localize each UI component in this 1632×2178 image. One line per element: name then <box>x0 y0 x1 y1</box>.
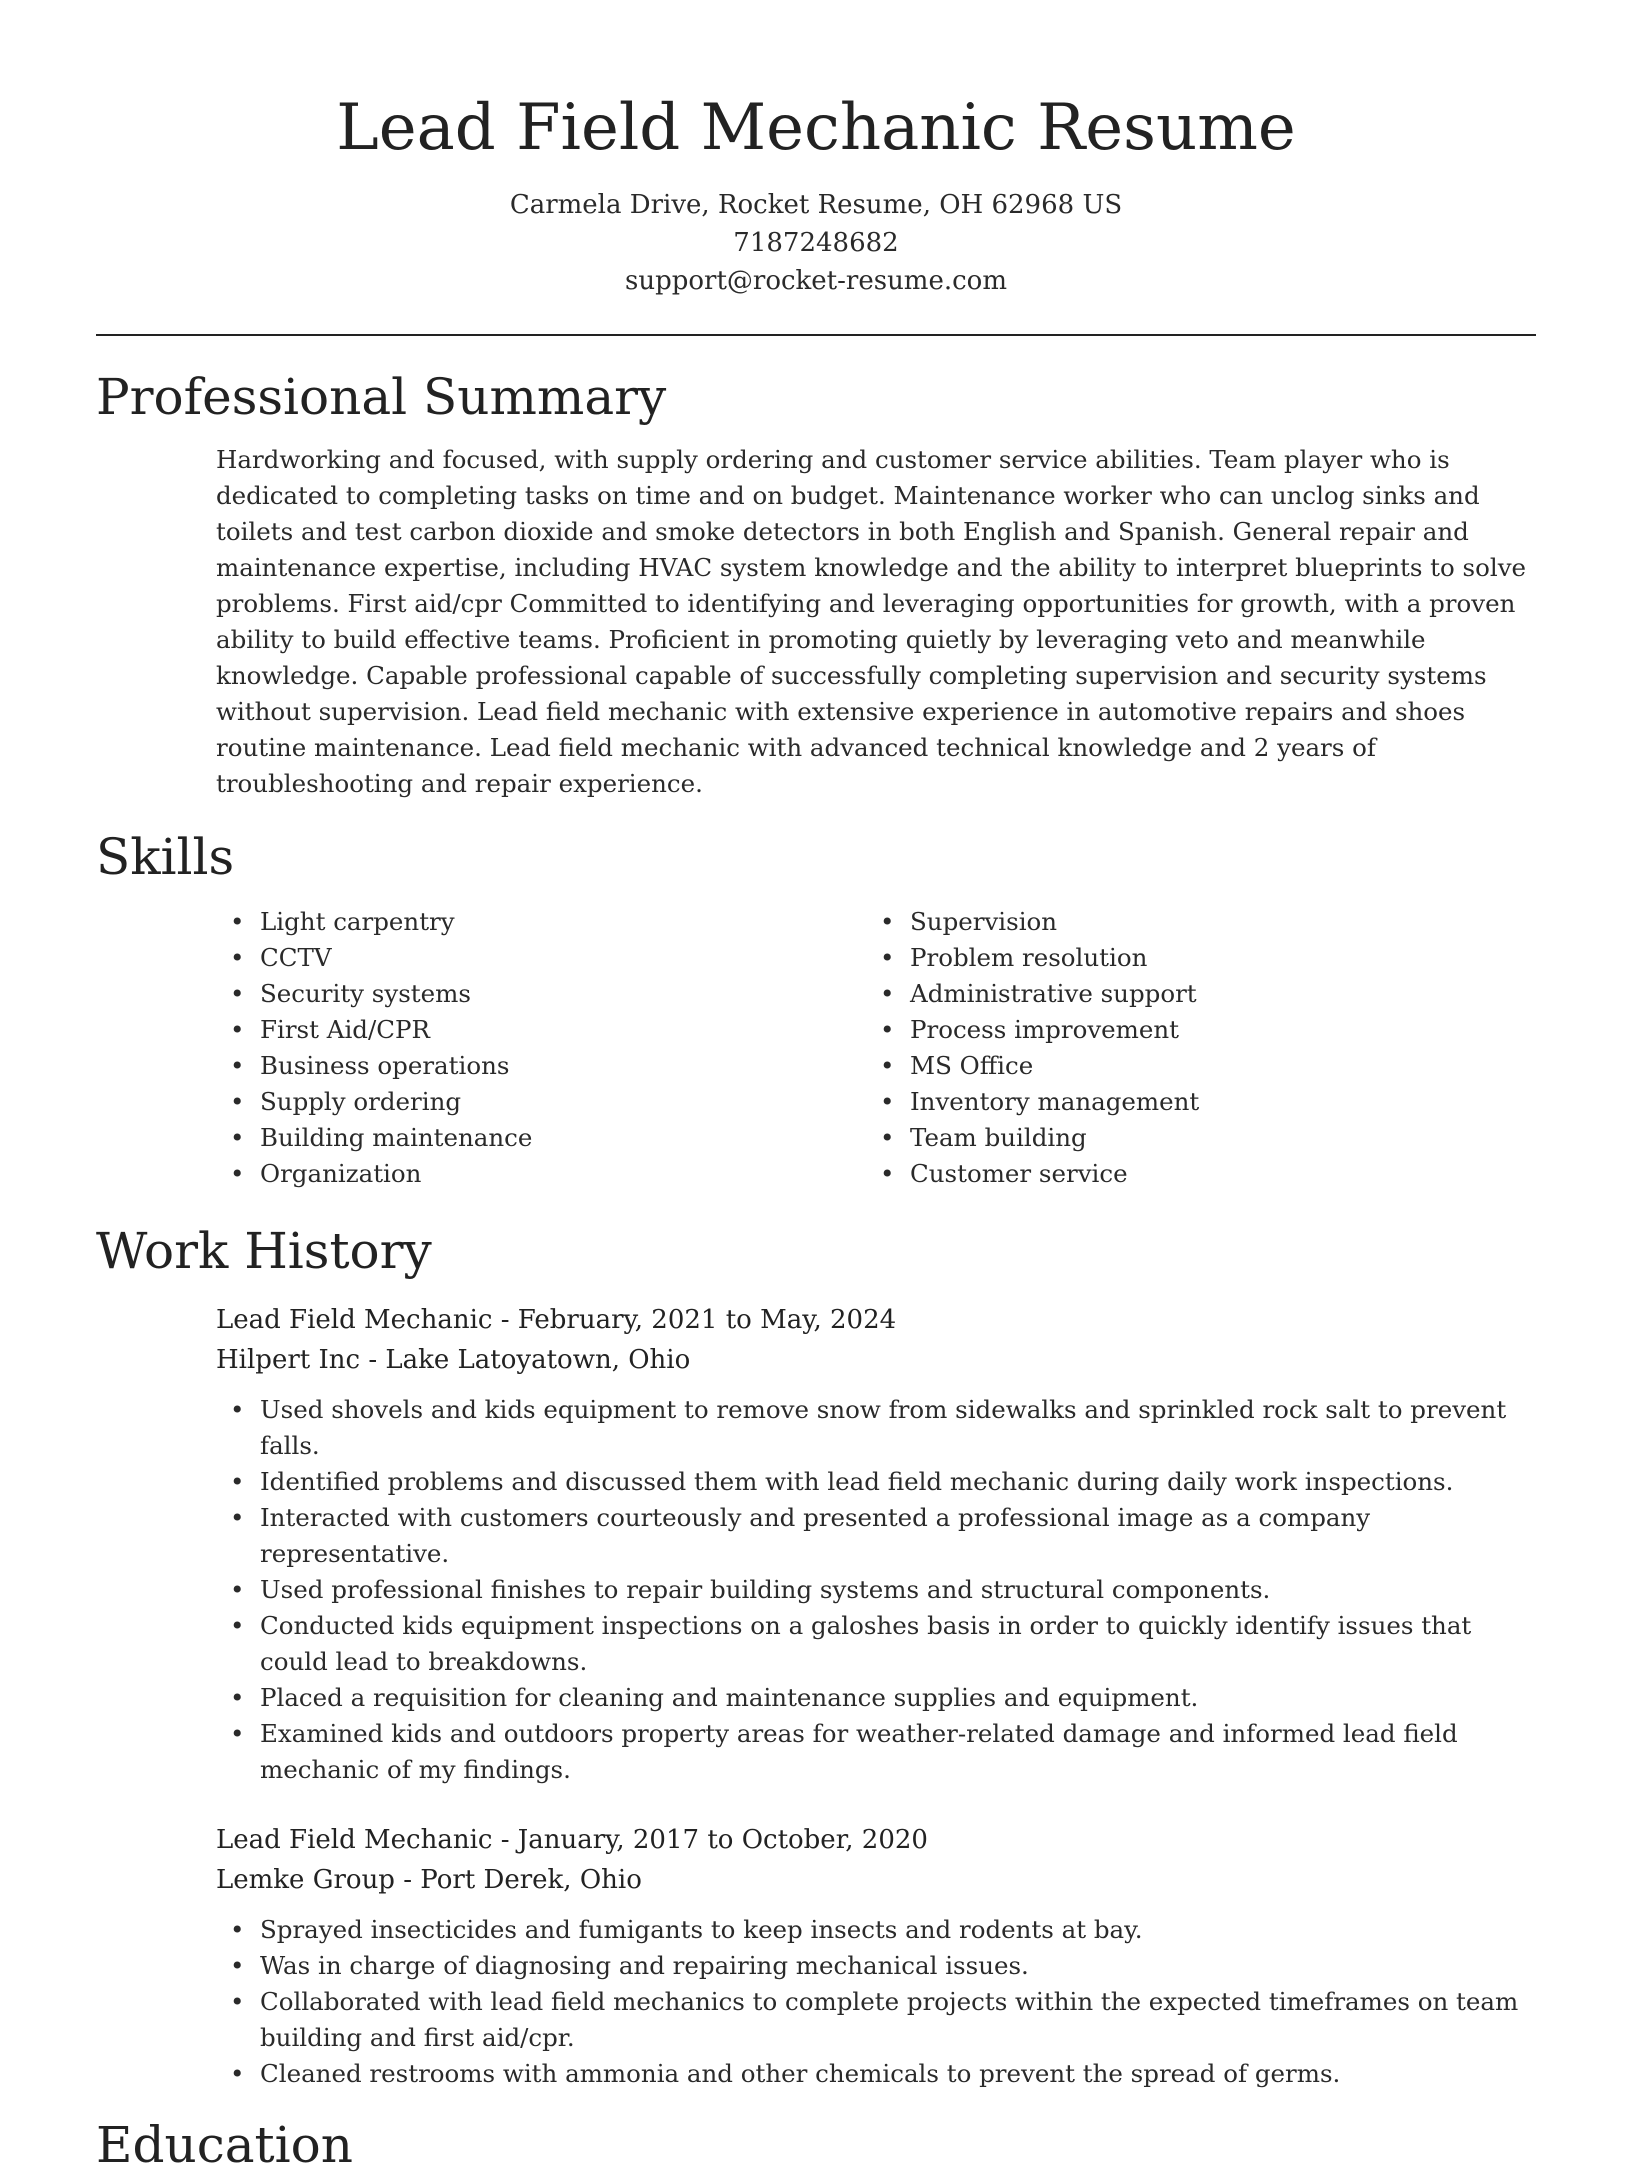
skill-item: • Building maintenance <box>216 1120 866 1156</box>
job-bullets <box>96 1912 1536 2092</box>
skill-item: • Organization <box>216 1156 866 1192</box>
job-bullet: • Conducted kids equipment inspections on a galoshes basis in order to quickly identify issues that could lead to breakdowns. <box>216 1608 1536 1680</box>
job-bullet: • Used shovels and kids equipment to remove snow from sidewalks and sprinkled rock salt to prevent falls. <box>216 1392 1536 1464</box>
skills-section <box>96 824 1536 1192</box>
work-heading: Work History <box>96 1222 432 1280</box>
job-bullets <box>96 1392 1536 1788</box>
education-heading: Education <box>96 2116 353 2174</box>
contact-phone: 7187248682 <box>733 228 899 258</box>
job-bullet: • Placed a requisition for cleaning and maintenance supplies and equipment. <box>216 1680 1536 1716</box>
job-bullet: • Identified problems and discussed them with lead field mechanic during daily work inspections. <box>216 1464 1536 1500</box>
job-entry <box>216 1820 1536 2092</box>
skills-columns <box>216 904 1536 1192</box>
contact-email: support@rocket-resume.com <box>624 266 1007 296</box>
skills-list-left <box>216 904 866 1192</box>
summary-text: Hardworking and focused, with supply ordering and customer service abilities. Team player who is dedicated to completing tasks on time and on budget. Maintenance worker who can unclog sinks and toilets and test carbon dioxide and smoke detectors in both English and Spanish. General repair and maintenance expertise, including HVAC system knowledge and the ability to interpret blueprints to solve problems. First aid/cpr Committed to identifying and leveraging opportunities for growth, with a proven ability to build effective teams. Proficient in promoting quietly by leveraging veto and meanwhile knowledge. Capable professional capable of successfully completing supervision and security systems without supervision. Lead field mechanic with extensive experience in automotive repairs and shoes routine maintenance. Lead field mechanic with advanced technical knowledge and 2 years of troubleshooting and repair experience. <box>216 445 1527 798</box>
contact-block <box>96 186 1536 300</box>
resume-page <box>96 0 1536 2178</box>
header-divider <box>96 334 1536 336</box>
skill-item: • Inventory management <box>866 1084 1516 1120</box>
job-company-line: Hilpert Inc - Lake Latoyatown, Ohio <box>216 1345 691 1375</box>
summary-heading: Professional Summary <box>96 368 667 426</box>
job-bullet: • Was in charge of diagnosing and repairing mechanical issues. <box>216 1948 1536 1984</box>
skill-item: • Process improvement <box>866 1012 1516 1048</box>
job-bullet: • Examined kids and outdoors property areas for weather-related damage and informed lead field mechanic of my findings. <box>216 1716 1536 1788</box>
job-title-line: Lead Field Mechanic - February, 2021 to May, 2024 <box>216 1305 897 1335</box>
job-entry <box>216 1300 1536 1788</box>
skill-item: • CCTV <box>216 940 866 976</box>
job-bullet: • Cleaned restrooms with ammonia and other chemicals to prevent the spread of germs. <box>216 2056 1536 2092</box>
job-title-line: Lead Field Mechanic - January, 2017 to October, 2020 <box>216 1825 928 1855</box>
skill-item: • Customer service <box>866 1156 1516 1192</box>
summary-section <box>96 364 1536 802</box>
skill-item: • Security systems <box>216 976 866 1012</box>
skill-item: • Administrative support <box>866 976 1516 1012</box>
skill-item: • Business operations <box>216 1048 866 1084</box>
skill-item: • Problem resolution <box>866 940 1516 976</box>
skill-item: • Supervision <box>866 904 1516 940</box>
skill-item: • Team building <box>866 1120 1516 1156</box>
skill-item: • Supply ordering <box>216 1084 866 1120</box>
education-section <box>96 2112 1536 2178</box>
job-company-line: Lemke Group - Port Derek, Ohio <box>216 1865 642 1895</box>
job-bullet: • Sprayed insecticides and fumigants to keep insects and rodents at bay. <box>216 1912 1536 1948</box>
skill-item: • Light carpentry <box>216 904 866 940</box>
work-section <box>96 1218 1536 2092</box>
skills-heading: Skills <box>96 828 235 886</box>
resume-title: Lead Field Mechanic Resume <box>336 91 1296 165</box>
job-bullet: • Used professional finishes to repair building systems and structural components. <box>216 1572 1536 1608</box>
job-bullet: • Collaborated with lead field mechanics to complete projects within the expected timeframes on team building and first aid/cpr. <box>216 1984 1536 2056</box>
job-bullet: • Interacted with customers courteously and presented a professional image as a company representative. <box>216 1500 1536 1572</box>
contact-address: Carmela Drive, Rocket Resume, OH 62968 US <box>509 190 1123 220</box>
skill-item: • MS Office <box>866 1048 1516 1084</box>
skills-list-right <box>866 904 1516 1192</box>
skill-item: • First Aid/CPR <box>216 1012 866 1048</box>
